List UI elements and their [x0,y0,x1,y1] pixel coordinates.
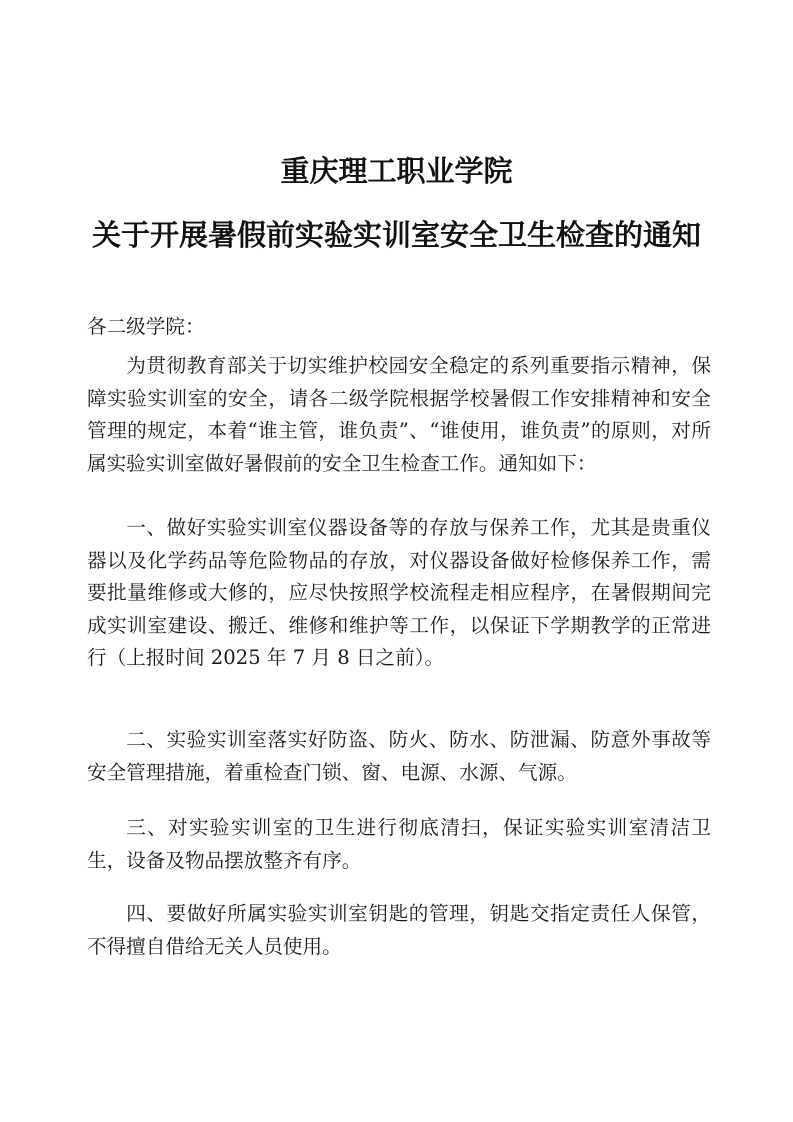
paragraph-item-2: 二、实验实训室落实好防盗、防火、防水、防泄漏、防意外事故等安全管理措施，着重检查门锁、窗、电源、水源、气源。 [87,728,711,784]
paragraph-item-3: 三、对实验实训室的卫生进行彻底清扫，保证实验实训室清洁卫生，设备及物品摆放整齐有序。 [87,816,711,872]
paragraph-item-4: 四、要做好所属实验实训室钥匙的管理，钥匙交指定责任人保管，不得擅自借给无关人员使用。 [87,902,711,958]
paragraph-intro: 为贯彻教育部关于切实维护校园安全稳定的系列重要指示精神，保障实验实训室的安全，请各二级学院根据学校暑假工作安排精神和安全管理的规定，本着“谁主管，谁负责”、“谁使用，谁负责”的原则，对所属实验实训室做好暑假前的安全卫生检查工作。通知如下： [87,354,711,475]
paragraph-item-1: 一、做好实验实训室仪器设备等的存放与保养工作，尤其是贵重仪器以及化学药品等危险物品的存放，对仪器设备做好检修保养工作，需要批量维修或大修的，应尽快按照学校流程走相应程序，在暑假期间完成实训室建设、搬迁、维修和维护等工作，以保证下学期教学的正常进行（上报时间 2025 年 7 月 8 日之前）。 [87,516,711,669]
document-title-notice: 关于开展暑假前实验实训室安全卫生检查的通知 [91,218,701,252]
salutation: 各二级学院： [87,315,205,338]
document-title-institution: 重庆理工职业学院 [280,154,513,188]
